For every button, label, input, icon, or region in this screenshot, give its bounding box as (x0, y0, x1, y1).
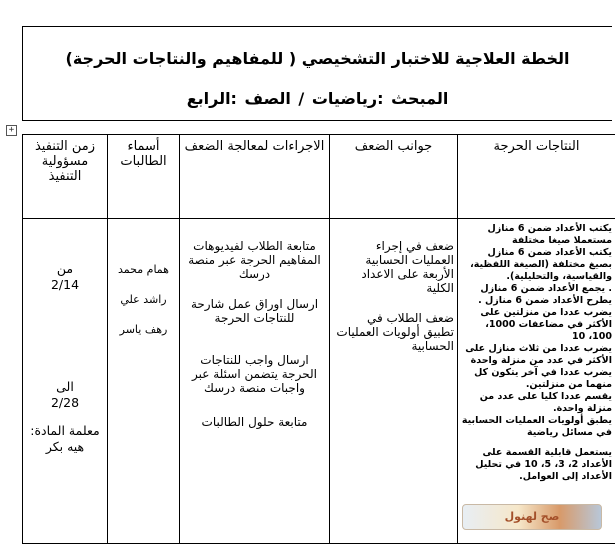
outcome-item: يكتب الأعداد ضمن 6 منازل مستعملا صيغا مختلفة (461, 223, 612, 247)
procedure-item: متابعة الطلاب لفيديوهات المفاهيم الحرجة عبر منصة درسك (183, 239, 326, 281)
header-time: زمن التنفيذ مسؤولية التنفيذ (23, 135, 108, 219)
outcome-item: يستعمل قابلية القسمة على الأعداد 2، 3، 5، 10 في تحليل الأعداد إلى العوامل. (461, 447, 612, 483)
header-procedures: الاجراءات لمعالجة الضعف (180, 135, 330, 219)
time-cell (23, 219, 108, 544)
table-move-handle-icon[interactable]: + (6, 125, 17, 136)
watermark-logo: صح لهنول (462, 504, 602, 530)
outcome-item: يضرب عددا من ثلاث منازل على الأكثر في عدد من منزلة واحدة (461, 343, 612, 367)
weakness-item: ضعف في إجراء العمليات الحسابية الأربعة على الاعداد الكلية (333, 239, 454, 295)
header-outcomes: النتاجات الحرجة (458, 135, 615, 219)
title-box (22, 26, 612, 121)
table-row (23, 219, 615, 544)
to-date: 2/28 (26, 395, 104, 411)
outcome-item: يكتب الأعداد ضمن 6 منازل بصيغ مختلفة (الصيغة اللفظية، والقياسية، والتحليلية). (461, 247, 612, 283)
procedures-cell (180, 219, 330, 544)
outcome-item: يضرب عددا في آخر يتكون كل منهما من منزلتين. (461, 367, 612, 391)
procedure-item: ارسال اوراق عمل شارحة للنتاجات الحرجة (183, 297, 326, 325)
outcomes-cell (458, 219, 615, 544)
procedure-item: ارسال واجب للنتاجات الحرجة يتضمن اسئلة عبر واجبات منصة درسك (183, 353, 326, 395)
to-label: الى (26, 379, 104, 395)
remedial-plan-table (22, 134, 615, 544)
outcome-item: يطرح الأعداد ضمن 6 منازل . (461, 295, 612, 307)
header-weaknesses: جوانب الضعف (330, 135, 458, 219)
header-students: أسماء الطالبات (108, 135, 180, 219)
procedure-item: متابعة حلول الطالبات (183, 415, 326, 429)
weaknesses-cell (330, 219, 458, 544)
student-name: همام محمد (111, 263, 176, 277)
outcome-item: يضرب عددا من منزلتين على الأكثر في مضاعفات 1000، 100، 10 (461, 307, 612, 343)
students-cell (108, 219, 180, 544)
student-name: رهف ياسر (111, 323, 176, 337)
table-header-row (23, 135, 615, 219)
from-date: 2/14 (26, 277, 104, 293)
document-title: الخطة العلاجية للاختبار التشخيصي ( للمفاهيم والنتاجات الحرجة) (23, 49, 612, 68)
from-label: من (26, 261, 104, 277)
outcome-item: يطبق أولويات العمليات الحسابية في مسائل رياضية (461, 415, 612, 439)
outcome-item: يقسم عددا كليا على عدد من منزلة واحدة. (461, 391, 612, 415)
document-subtitle: المبحث :رياضيات / الصف :الرابع (23, 89, 612, 108)
outcome-item: . يجمع الأعداد ضمن 6 منازل (461, 283, 612, 295)
weakness-item: ضعف الطلاب في تطبيق أولويات العمليات الحسابية (333, 311, 454, 353)
responsible-teacher: معلمة المادة: هيه بكر (26, 423, 104, 455)
student-name: راشد علي (111, 293, 176, 307)
